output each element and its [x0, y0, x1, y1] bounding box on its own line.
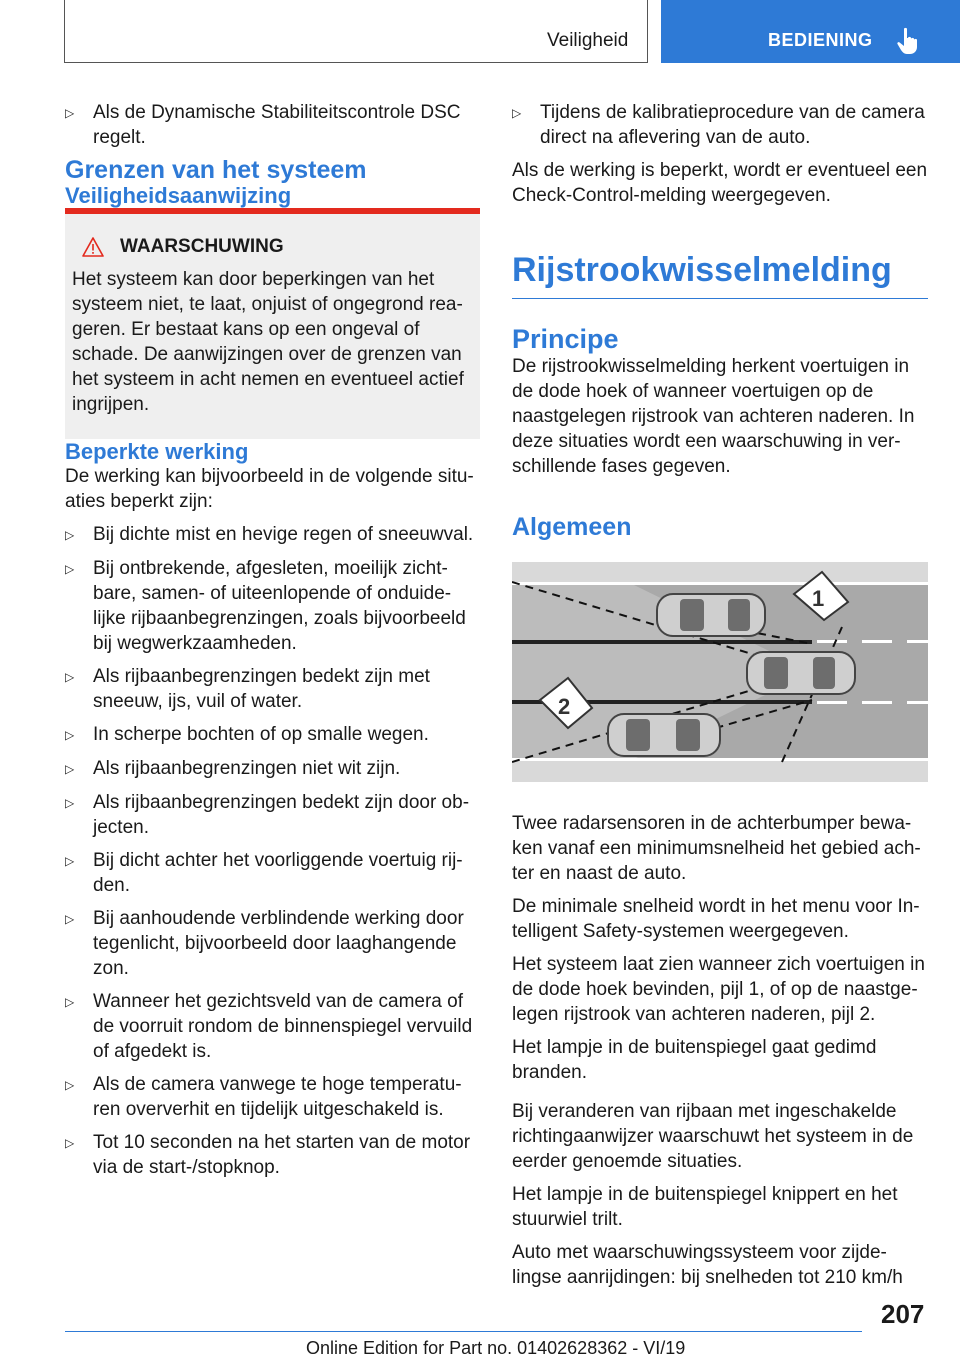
paragraph: Bij veranderen van rijbaan met ingeschakelde richtingaanwijzer waarschuwt het systeem in de eerder genoemde situaties.	[512, 1101, 914, 1172]
list-item-text: Bij dicht achter het voorliggende voertuig rij-den.	[93, 850, 463, 896]
heading-algemeen: Algemeen	[512, 513, 632, 541]
right-column	[512, 100, 928, 1298]
triangle-bullet-icon: ▷	[65, 1136, 75, 1150]
limitations-list	[65, 522, 480, 1180]
triangle-bullet-icon: ▷	[65, 670, 75, 684]
heading-rijstrookwisselmelding: Rijstrookwisselmelding	[512, 250, 928, 299]
triangle-bullet-icon: ▷	[65, 995, 75, 1009]
principe-text: De rijstrookwisselmelding herkent voertuigen in de dode hoek of wanneer voertuigen op de naastgelegen rijstrook van achteren naderen. In deze situaties wordt een waarschuwing in ver-schillende fases gegeven.	[512, 356, 915, 477]
hand-pointer-icon	[896, 27, 920, 55]
list-item-text: Als de camera vanwege te hoge temperatu-ren oververhit en tijdelijk uitgeschakeld is.	[93, 1074, 462, 1120]
heading-grenzen: Grenzen van het systeem	[65, 156, 367, 184]
warning-title-row	[72, 234, 472, 259]
list-item	[65, 989, 480, 1064]
list-item	[65, 756, 480, 782]
triangle-bullet-icon: ▷	[512, 106, 522, 120]
page-number: 207	[881, 1299, 925, 1329]
description-paragraphs-2	[512, 1099, 928, 1290]
triangle-bullet-icon: ▷	[65, 762, 75, 776]
footer-divider	[65, 1331, 862, 1332]
list-item	[65, 556, 480, 656]
paragraph: Het lampje in de buitenspiegel knippert en het stuurwiel trilt.	[512, 1184, 898, 1230]
car-icon	[747, 652, 855, 694]
heading-beperkte: Beperkte werking	[65, 439, 249, 464]
paragraph: De minimale snelheid wordt in het menu voor In-telligent Safety-systemen weergegeven.	[512, 896, 920, 942]
warning-box	[65, 208, 480, 439]
triangle-bullet-icon: ▷	[65, 796, 75, 810]
warning-triangle-icon	[82, 237, 104, 257]
section-title: Veiligheid	[547, 30, 629, 51]
paragraph: Twee radarsensoren in de achterbumper bewa-ken vanaf een minimumsnelheid het gebied ach-ter en naast de auto.	[512, 813, 921, 884]
warning-text: Het systeem kan door beperkingen van het systeem niet, te laat, onjuist of ongegrond rea-geren. Er bestaat kans op een ongeval of schade. De aanwijzingen over de grenzen van het systeem in acht nemen en eventueel actief ingrijpen.	[72, 269, 464, 415]
list-item	[65, 906, 480, 981]
list-item	[65, 848, 480, 898]
chapter-tab-label: BEDIENING	[768, 30, 873, 50]
triangle-bullet-icon: ▷	[65, 912, 75, 926]
list-item-text: Wanneer het gezichtsveld van de camera of de voorruit rondom de binnenspiegel vervuild of afgedekt is.	[93, 991, 473, 1062]
list-item-text: Als de Dynamische Stabiliteitscontrole DSC regelt.	[93, 102, 461, 148]
triangle-bullet-icon: ▷	[65, 854, 75, 868]
paragraph: Auto met waarschuwingssysteem voor zijde-lingse aanrijdingen: bij snelheden tot 210 km/h	[512, 1242, 903, 1288]
arrow-label-1: 1	[812, 586, 825, 611]
list-item-text: Bij aanhoudende verblindende werking door tegenlicht, bijvoorbeeld door laaghangende zon.	[93, 908, 464, 979]
paragraph: Het lampje in de buitenspiegel gaat gedimd branden.	[512, 1037, 877, 1083]
list-item-text: Als rijbaanbegrenzingen bedekt zijn door ob-jecten.	[93, 792, 470, 838]
list-item	[65, 722, 480, 748]
beperkte-intro: De werking kan bijvoorbeeld in de volgende situ-aties beperkt zijn:	[65, 466, 474, 512]
heading-veiligheid: Veiligheidsaanwijzing	[65, 183, 292, 208]
list-item-text: Bij ontbrekende, afgesleten, moeilijk zicht-bare, samen- of uiteenlopende of onduide-lijke rijbaanbegrenzingen, zoals bijvoorbeeld bij wegwerkzaamheden.	[93, 558, 466, 654]
arrow-label-2: 2	[558, 694, 571, 719]
limited-function-note: Als de werking is beperkt, wordt er eventueel een Check-Control-melding weergegeven.	[512, 160, 928, 206]
list-item	[65, 100, 480, 150]
list-item-text: Tijdens de kalibratieprocedure van de camera direct na aflevering van de auto.	[540, 102, 925, 148]
list-item-text: Als rijbaanbegrenzingen niet wit zijn.	[93, 758, 401, 779]
list-item-text: Als rijbaanbegrenzingen bedekt zijn met sneeuw, ijs, vuil of water.	[93, 666, 430, 712]
triangle-bullet-icon: ▷	[65, 1078, 75, 1092]
description-paragraphs	[512, 811, 928, 1085]
list-item-text: Bij dichte mist en hevige regen of sneeuwval.	[93, 524, 474, 545]
list-item	[65, 790, 480, 840]
list-item	[65, 1072, 480, 1122]
left-column	[65, 100, 480, 1188]
triangle-bullet-icon: ▷	[65, 528, 75, 542]
car-icon	[608, 714, 720, 756]
list-item	[512, 100, 928, 150]
chapter-tab[interactable]	[661, 0, 960, 63]
triangle-bullet-icon: ▷	[65, 106, 75, 120]
heading-principe: Principe	[512, 324, 619, 354]
car-icon	[657, 594, 765, 636]
list-item-text: In scherpe bochten of op smalle wegen.	[93, 724, 429, 745]
list-item	[65, 664, 480, 714]
edition-text: Online Edition for Part no. 01402628362 - VI/19	[306, 1338, 686, 1358]
lane-change-illustration	[512, 562, 928, 782]
triangle-bullet-icon: ▷	[65, 562, 75, 576]
paragraph: Het systeem laat zien wanneer zich voertuigen in de dode hoek bevinden, pijl 1, of op de naastge-legen rijstrook van achteren naderen, pijl 2.	[512, 954, 925, 1025]
warning-title: WAARSCHUWING	[120, 236, 284, 257]
list-item	[65, 522, 480, 548]
triangle-bullet-icon: ▷	[65, 728, 75, 742]
list-item-text: Tot 10 seconden na het starten van de motor via de start-/stopknop.	[93, 1132, 471, 1178]
list-item	[65, 1130, 480, 1180]
